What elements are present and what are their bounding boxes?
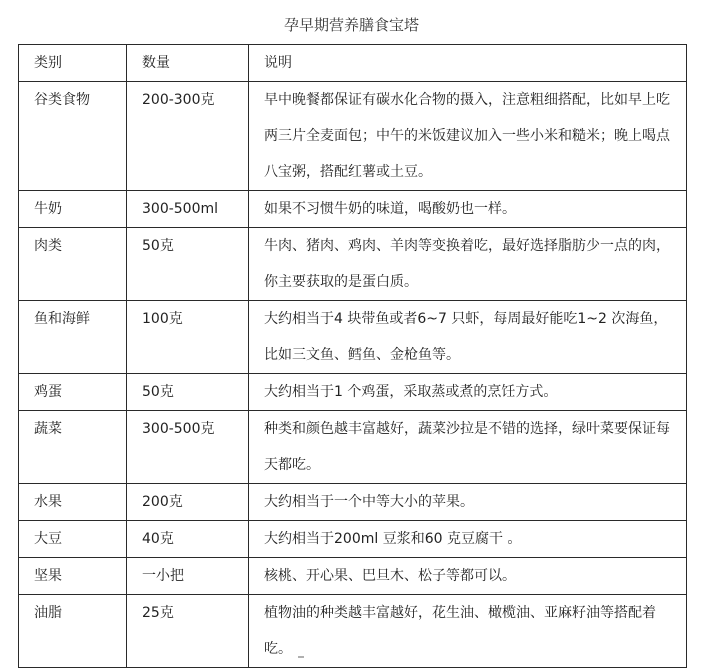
cell-amount: 50克 (127, 374, 249, 411)
cell-amount: 一小把 (127, 558, 249, 595)
cell-note: 核桃、开心果、巴旦木、松子等都可以。 (249, 558, 687, 595)
header-amount: 数量 (127, 45, 249, 82)
table-header-row (19, 45, 687, 82)
cell-category: 油脂 (19, 595, 127, 668)
cell-category: 鸡蛋 (19, 374, 127, 411)
scroll-fragment (298, 656, 304, 658)
header-category: 类别 (19, 45, 127, 82)
table-row (19, 558, 687, 595)
cell-category: 谷类食物 (19, 82, 127, 191)
cell-category: 牛奶 (19, 191, 127, 228)
cell-note: 大约相当于4 块带鱼或者6~7 只虾，每周最好能吃1~2 次海鱼，比如三文鱼、鳕鱼、金枪鱼等。 (249, 301, 687, 374)
cell-amount: 40克 (127, 521, 249, 558)
cell-amount: 200-300克 (127, 82, 249, 191)
cell-note: 大约相当于1 个鸡蛋，采取蒸或煮的烹饪方式。 (249, 374, 687, 411)
table-row (19, 484, 687, 521)
table-row (19, 411, 687, 484)
cell-amount: 300-500ml (127, 191, 249, 228)
cell-note: 早中晚餐都保证有碳水化合物的摄入，注意粗细搭配，比如早上吃两三片全麦面包；中午的米饭建议加入一些小米和糙米；晚上喝点八宝粥，搭配红薯或土豆。 (249, 82, 687, 191)
table-row (19, 191, 687, 228)
cell-amount: 50克 (127, 228, 249, 301)
cell-note: 大约相当于一个中等大小的苹果。 (249, 484, 687, 521)
cell-category: 大豆 (19, 521, 127, 558)
cell-note: 植物油的种类越丰富越好，花生油、橄榄油、亚麻籽油等搭配着吃。 (249, 595, 687, 668)
header-note: 说明 (249, 45, 687, 82)
table-row (19, 595, 687, 668)
table-row (19, 82, 687, 191)
cell-amount: 100克 (127, 301, 249, 374)
table-row (19, 301, 687, 374)
table-row (19, 228, 687, 301)
cell-category: 鱼和海鲜 (19, 301, 127, 374)
page-title: 孕早期营养膳食宝塔 (283, 16, 419, 34)
cell-note: 种类和颜色越丰富越好，蔬菜沙拉是不错的选择，绿叶菜要保证每天都吃。 (249, 411, 687, 484)
cell-category: 水果 (19, 484, 127, 521)
cell-note: 大约相当于200ml 豆浆和60 克豆腐干 。 (249, 521, 687, 558)
cell-note: 牛肉、猪肉、鸡肉、羊肉等变换着吃，最好选择脂肪少一点的肉，你主要获取的是蛋白质。 (249, 228, 687, 301)
cell-note: 如果不习惯牛奶的味道，喝酸奶也一样。 (249, 191, 687, 228)
table-row (19, 521, 687, 558)
cell-category: 肉类 (19, 228, 127, 301)
cell-amount: 25克 (127, 595, 249, 668)
cell-category: 蔬菜 (19, 411, 127, 484)
cell-category: 坚果 (19, 558, 127, 595)
cell-amount: 300-500克 (127, 411, 249, 484)
cell-amount: 200克 (127, 484, 249, 521)
nutrition-table (18, 44, 687, 668)
table-row (19, 374, 687, 411)
